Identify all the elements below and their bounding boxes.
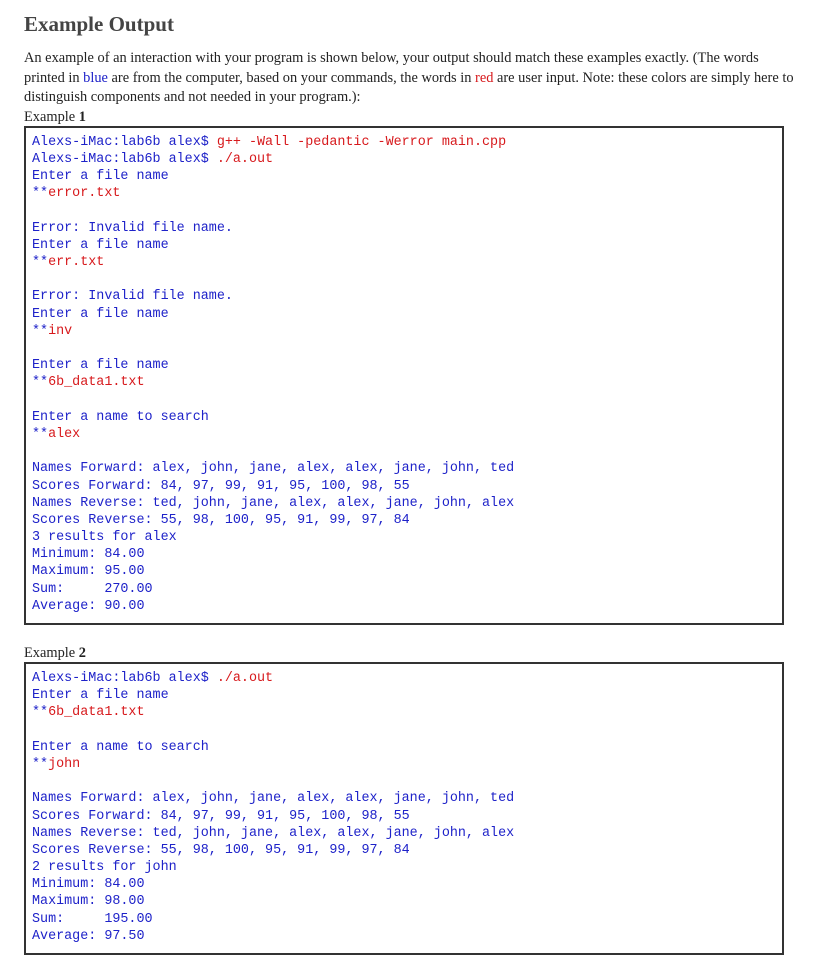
example-2-label-prefix: Example <box>24 645 79 662</box>
example-2-label <box>24 645 798 662</box>
user-input: 6b_data1.txt <box>48 705 145 721</box>
terminal-line <box>32 460 782 477</box>
terminal-line <box>32 842 782 859</box>
example-1-label-number: 1 <box>78 108 86 125</box>
terminal-line <box>32 704 782 721</box>
computer-output: Average: 90.00 <box>32 598 145 614</box>
terminal-line <box>32 323 782 340</box>
computer-output: ** <box>32 186 49 202</box>
computer-output: Enter a file name <box>32 358 169 374</box>
computer-output: Sum: 195.00 <box>32 911 153 927</box>
example-1-label <box>24 109 798 126</box>
terminal-line <box>32 237 782 254</box>
example-2-terminal <box>24 662 784 955</box>
example-1-label-prefix: Example <box>24 108 79 125</box>
computer-output: Enter a file name <box>32 306 169 322</box>
terminal-line <box>32 790 782 807</box>
computer-output: Enter a name to search <box>32 739 209 755</box>
computer-output: Names Forward: alex, john, jane, alex, alex, jane, john, ted <box>32 791 515 807</box>
computer-output: Maximum: 98.00 <box>32 894 145 910</box>
intro-text-2: are from the computer, based on your commands, the words in <box>107 69 476 86</box>
computer-output: ** <box>32 323 49 339</box>
computer-output: Minimum: 84.00 <box>32 547 145 563</box>
terminal-blank-line <box>32 203 782 220</box>
user-input: john <box>48 756 81 772</box>
terminal-line <box>32 756 782 773</box>
computer-output: Enter a name to search <box>32 409 209 425</box>
user-input: ./a.out <box>216 151 274 167</box>
terminal-line <box>32 306 782 323</box>
terminal-line <box>32 374 782 391</box>
page-title: Example Output <box>24 12 174 36</box>
computer-output: Average: 97.50 <box>32 928 145 944</box>
intro-paragraph <box>24 49 798 108</box>
computer-output: ** <box>32 255 49 271</box>
computer-output: Alexs-iMac:lab6b alex$ <box>32 671 217 687</box>
computer-output: Alexs-iMac:lab6b alex$ <box>32 134 217 150</box>
computer-output: Names Forward: alex, john, jane, alex, alex, jane, john, ted <box>32 461 515 477</box>
terminal-line <box>32 825 782 842</box>
intro-blue-word: blue <box>83 69 108 86</box>
terminal-line <box>32 687 782 704</box>
computer-output: ** <box>32 375 49 391</box>
computer-output: Error: Invalid file name. <box>32 289 233 305</box>
terminal-blank-line <box>32 443 782 460</box>
computer-output: Scores Reverse: 55, 98, 100, 95, 91, 99, 97, 84 <box>32 842 410 858</box>
user-input: err.txt <box>48 255 105 271</box>
computer-output: Enter a file name <box>32 237 169 253</box>
user-input: ./a.out <box>216 671 274 687</box>
computer-output: 3 results for alex <box>32 530 177 546</box>
user-input: alex <box>48 426 81 442</box>
terminal-blank-line <box>32 392 782 409</box>
computer-output: Maximum: 95.00 <box>32 564 145 580</box>
user-input: error.txt <box>48 186 121 202</box>
terminal-line <box>32 426 782 443</box>
terminal-line <box>32 134 782 151</box>
terminal-line <box>32 893 782 910</box>
example-1-terminal <box>24 126 784 625</box>
terminal-line <box>32 478 782 495</box>
terminal-line <box>32 254 782 271</box>
terminal-line <box>32 911 782 928</box>
computer-output: Names Reverse: ted, john, jane, alex, alex, jane, john, alex <box>32 495 515 511</box>
terminal-line <box>32 185 782 202</box>
user-input: 6b_data1.txt <box>48 375 145 391</box>
terminal-line <box>32 512 782 529</box>
terminal-line <box>32 876 782 893</box>
computer-output: ** <box>32 756 49 772</box>
computer-output: ** <box>32 705 49 721</box>
computer-output: Sum: 270.00 <box>32 581 153 597</box>
terminal-line <box>32 220 782 237</box>
computer-output: Scores Reverse: 55, 98, 100, 95, 91, 99, 97, 84 <box>32 512 410 528</box>
computer-output: Alexs-iMac:lab6b alex$ <box>32 151 217 167</box>
terminal-line <box>32 859 782 876</box>
terminal-blank-line <box>32 773 782 790</box>
terminal-line <box>32 808 782 825</box>
user-input: g++ -Wall -pedantic -Werror main.cpp <box>216 134 507 150</box>
terminal-line <box>32 739 782 756</box>
terminal-line <box>32 598 782 615</box>
intro-text-3: are user input. Note: these colors are simply here to distinguish components and not needed in your program.): <box>24 69 794 106</box>
terminal-blank-line <box>32 340 782 357</box>
computer-output: Error: Invalid file name. <box>32 220 233 236</box>
terminal-line <box>32 151 782 168</box>
terminal-line <box>32 409 782 426</box>
terminal-line <box>32 546 782 563</box>
intro-red-word: red <box>475 69 494 86</box>
terminal-blank-line <box>32 722 782 739</box>
computer-output: ** <box>32 426 49 442</box>
computer-output: 2 results for john <box>32 860 177 876</box>
computer-output: Minimum: 84.00 <box>32 877 145 893</box>
terminal-blank-line <box>32 271 782 288</box>
terminal-line <box>32 495 782 512</box>
intro-text-1: An example of an interaction with your program is shown below, your output should match these examples exactly. (The words printed in <box>24 50 759 86</box>
terminal-line <box>32 288 782 305</box>
computer-output: Enter a file name <box>32 169 169 185</box>
terminal-line <box>32 928 782 945</box>
example-2-label-number: 2 <box>78 645 86 662</box>
user-input: inv <box>48 323 73 339</box>
computer-output: Scores Forward: 84, 97, 99, 91, 95, 100, 98, 55 <box>32 478 410 494</box>
computer-output: Enter a file name <box>32 688 169 704</box>
terminal-line <box>32 670 782 687</box>
terminal-line <box>32 529 782 546</box>
terminal-line <box>32 581 782 598</box>
computer-output: Names Reverse: ted, john, jane, alex, alex, jane, john, alex <box>32 825 515 841</box>
terminal-line <box>32 563 782 580</box>
computer-output: Scores Forward: 84, 97, 99, 91, 95, 100, 98, 55 <box>32 808 410 824</box>
terminal-line <box>32 357 782 374</box>
terminal-line <box>32 168 782 185</box>
